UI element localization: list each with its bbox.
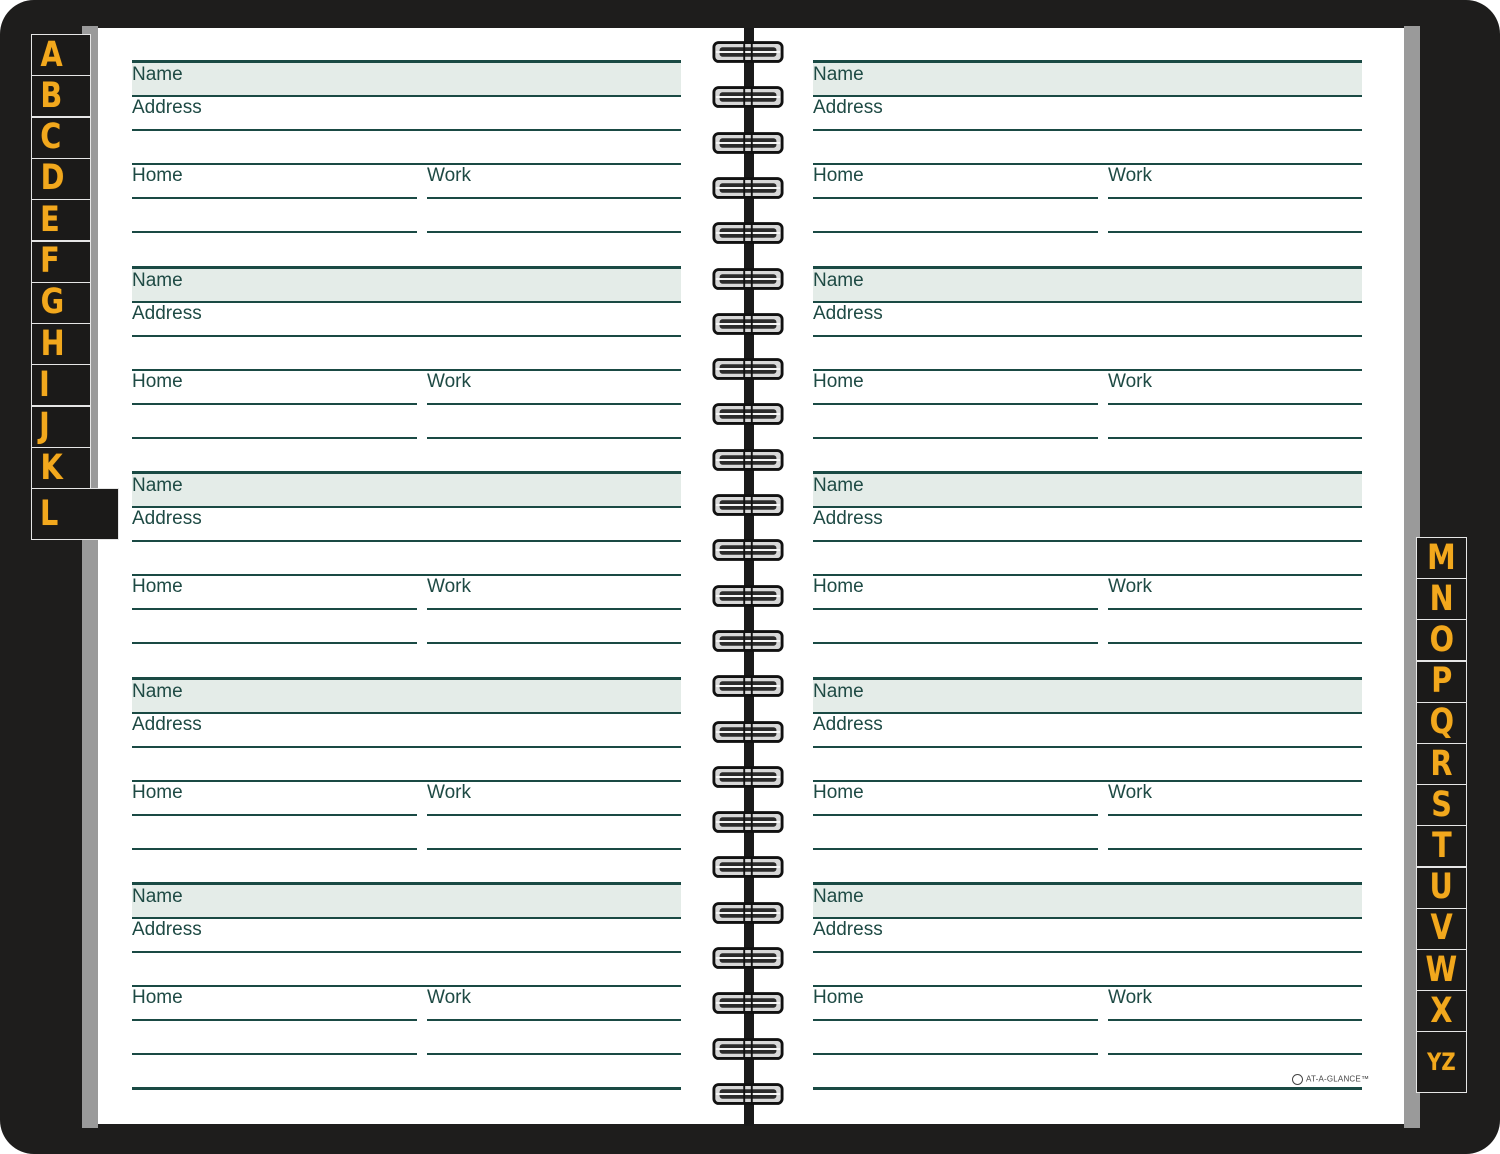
name-band xyxy=(132,473,681,508)
right-bottom-rule xyxy=(813,1087,1362,1090)
name-top-rule xyxy=(132,882,681,885)
home-phone-field[interactable] xyxy=(132,197,417,199)
address-label: Address xyxy=(132,302,202,324)
tab-w[interactable] xyxy=(1416,949,1467,991)
tab-label: V xyxy=(1430,908,1453,949)
tab-u[interactable] xyxy=(1416,867,1467,909)
name-top-rule xyxy=(132,677,681,680)
tab-label: M xyxy=(1427,537,1456,578)
name-field[interactable] xyxy=(132,506,681,508)
binding-ring xyxy=(712,674,784,698)
tab-o[interactable] xyxy=(1416,619,1467,661)
address-label: Address xyxy=(813,919,883,940)
work-phone-label: Work xyxy=(1108,987,1152,1008)
address-field-line-2[interactable] xyxy=(132,574,681,576)
tab-n[interactable] xyxy=(1416,578,1467,620)
address-field-line-1[interactable] xyxy=(132,129,681,131)
work-phone-label: Work xyxy=(427,370,471,392)
binding-ring xyxy=(712,855,784,879)
home-phone-label: Home xyxy=(132,576,183,597)
address-label: Address xyxy=(132,508,202,529)
name-label: Name xyxy=(132,269,183,291)
address-field-line-1[interactable] xyxy=(813,540,1362,542)
name-top-rule xyxy=(813,471,1362,474)
tab-q[interactable] xyxy=(1416,702,1467,744)
home-phone-field-2[interactable] xyxy=(813,642,1098,644)
home-phone-field[interactable] xyxy=(132,608,417,610)
tab-label: T xyxy=(1431,825,1452,866)
work-phone-label: Work xyxy=(1108,370,1152,392)
tab-label: C xyxy=(40,117,62,158)
name-field[interactable] xyxy=(132,95,681,97)
binding-ring xyxy=(712,901,784,925)
tab-label: W xyxy=(1425,949,1458,990)
tab-s[interactable] xyxy=(1416,784,1467,826)
name-label: Name xyxy=(132,475,183,496)
tab-b[interactable] xyxy=(31,75,91,117)
tab-label: X xyxy=(1430,990,1453,1031)
address-field-line-1[interactable] xyxy=(813,129,1362,131)
tab-yz[interactable] xyxy=(1416,1031,1467,1093)
home-phone-field-2[interactable] xyxy=(813,848,1098,850)
home-phone-field[interactable] xyxy=(813,403,1098,405)
tab-m[interactable] xyxy=(1416,537,1467,579)
work-phone-field-2[interactable] xyxy=(427,1053,681,1055)
name-label: Name xyxy=(813,680,864,702)
address-label: Address xyxy=(813,302,883,324)
home-phone-field[interactable] xyxy=(813,814,1098,816)
name-top-rule xyxy=(132,266,681,269)
name-label: Name xyxy=(132,64,183,85)
tab-label: F xyxy=(40,241,60,281)
tab-label: L xyxy=(40,493,59,534)
tab-t[interactable] xyxy=(1416,825,1467,867)
name-label: Name xyxy=(132,680,183,702)
work-phone-field[interactable] xyxy=(427,1019,681,1021)
address-field-line-2[interactable] xyxy=(813,985,1362,987)
tab-label: N xyxy=(1429,578,1454,619)
name-band xyxy=(132,62,681,97)
work-phone-field[interactable] xyxy=(427,197,681,199)
tab-label: E xyxy=(40,199,60,240)
name-top-rule xyxy=(132,60,681,63)
name-field[interactable] xyxy=(132,301,681,303)
address-field-line-1[interactable] xyxy=(813,335,1362,337)
address-field-line-1[interactable] xyxy=(132,335,681,337)
home-phone-label: Home xyxy=(813,576,864,597)
tab-h[interactable] xyxy=(31,323,91,365)
home-phone-label: Home xyxy=(813,165,864,186)
work-phone-field-2[interactable] xyxy=(427,642,681,644)
name-label: Name xyxy=(132,886,183,907)
work-phone-field-2[interactable] xyxy=(1108,642,1362,644)
work-phone-field-2[interactable] xyxy=(1108,848,1362,850)
work-phone-field[interactable] xyxy=(1108,197,1362,199)
home-phone-field-2[interactable] xyxy=(132,1053,417,1055)
binding-ring xyxy=(712,991,784,1015)
binding-ring xyxy=(712,720,784,744)
name-field[interactable] xyxy=(813,712,1362,714)
home-phone-field[interactable] xyxy=(132,1019,417,1021)
name-field[interactable] xyxy=(813,95,1362,97)
binding-ring xyxy=(712,538,784,562)
left-bottom-rule xyxy=(132,1087,681,1090)
tab-e[interactable] xyxy=(31,199,91,241)
tab-g[interactable] xyxy=(31,282,91,324)
work-phone-field-2[interactable] xyxy=(427,231,681,233)
tab-label: S xyxy=(1431,784,1452,825)
binding-ring xyxy=(712,312,784,336)
home-phone-field-2[interactable] xyxy=(813,1053,1098,1055)
work-phone-label: Work xyxy=(427,165,471,186)
work-phone-field-2[interactable] xyxy=(427,437,681,439)
name-field[interactable] xyxy=(813,301,1362,303)
binding-ring xyxy=(712,357,784,381)
tab-i[interactable] xyxy=(31,364,91,406)
tab-a[interactable] xyxy=(31,34,91,76)
brand-logo-icon xyxy=(1292,1074,1303,1085)
tab-label: D xyxy=(40,158,65,199)
work-phone-label: Work xyxy=(1108,576,1152,597)
tab-d[interactable] xyxy=(31,158,91,200)
work-phone-field[interactable] xyxy=(1108,608,1362,610)
name-band xyxy=(132,268,681,303)
binding-ring xyxy=(712,765,784,789)
name-label: Name xyxy=(813,475,864,496)
binding-ring xyxy=(712,584,784,608)
binding-ring xyxy=(712,267,784,291)
home-phone-field-2[interactable] xyxy=(132,231,417,233)
tab-label: G xyxy=(40,282,65,323)
home-phone-field[interactable] xyxy=(132,403,417,405)
name-band xyxy=(132,679,681,714)
work-phone-label: Work xyxy=(427,781,471,803)
binding-ring xyxy=(712,629,784,653)
name-top-rule xyxy=(813,60,1362,63)
work-phone-field[interactable] xyxy=(427,403,681,405)
home-phone-field[interactable] xyxy=(813,608,1098,610)
tab-r[interactable] xyxy=(1416,743,1467,785)
home-phone-field-2[interactable] xyxy=(132,848,417,850)
work-phone-field-2[interactable] xyxy=(427,848,681,850)
work-phone-field-2[interactable] xyxy=(1108,1053,1362,1055)
address-label: Address xyxy=(813,508,883,529)
home-phone-field-2[interactable] xyxy=(132,642,417,644)
home-phone-label: Home xyxy=(813,781,864,803)
home-phone-label: Home xyxy=(132,165,183,186)
home-phone-field-2[interactable] xyxy=(813,231,1098,233)
address-field-line-1[interactable] xyxy=(132,951,681,953)
name-top-rule xyxy=(813,677,1362,680)
name-top-rule xyxy=(813,882,1362,885)
tab-label: B xyxy=(40,75,63,116)
address-field-line-1[interactable] xyxy=(132,540,681,542)
tab-l[interactable] xyxy=(31,488,119,540)
binding-ring xyxy=(712,131,784,155)
name-band xyxy=(813,62,1362,97)
work-phone-field-2[interactable] xyxy=(1108,231,1362,233)
brand-logo-text: AT-A-GLANCE™ xyxy=(1306,1074,1370,1084)
tab-p[interactable] xyxy=(1416,661,1467,703)
tab-label: U xyxy=(1429,867,1454,908)
work-phone-label: Work xyxy=(427,987,471,1008)
address-field-line-2[interactable] xyxy=(132,163,681,165)
home-phone-field[interactable] xyxy=(813,197,1098,199)
address-field-line-2[interactable] xyxy=(813,780,1362,782)
work-phone-label: Work xyxy=(1108,781,1152,803)
tab-f[interactable] xyxy=(31,241,91,283)
brand-logo xyxy=(1292,1074,1369,1085)
binding-ring xyxy=(712,448,784,472)
work-phone-field[interactable] xyxy=(427,814,681,816)
tab-k[interactable] xyxy=(31,447,91,489)
tab-label: P xyxy=(1430,661,1453,702)
name-field[interactable] xyxy=(813,506,1362,508)
home-phone-field-2[interactable] xyxy=(132,437,417,439)
binding-ring xyxy=(712,493,784,517)
name-band xyxy=(813,679,1362,714)
name-label: Name xyxy=(813,269,864,291)
tab-label: I xyxy=(39,364,50,405)
binding-ring xyxy=(712,40,784,64)
name-label: Name xyxy=(813,64,864,85)
tab-label: A xyxy=(40,34,63,75)
work-phone-field-2[interactable] xyxy=(1108,437,1362,439)
work-phone-label: Work xyxy=(427,576,471,597)
binding-ring xyxy=(712,85,784,109)
address-field-line-2[interactable] xyxy=(132,369,681,371)
name-band xyxy=(813,268,1362,303)
tab-label: YZ xyxy=(1427,1048,1456,1077)
home-phone-field[interactable] xyxy=(813,1019,1098,1021)
binding-ring xyxy=(712,946,784,970)
address-field-line-1[interactable] xyxy=(813,951,1362,953)
address-label: Address xyxy=(813,713,883,735)
name-field[interactable] xyxy=(813,917,1362,919)
binding-ring xyxy=(712,1037,784,1061)
name-label: Name xyxy=(813,886,864,907)
binding-ring xyxy=(712,1082,784,1106)
binding-ring xyxy=(712,176,784,200)
home-phone-label: Home xyxy=(813,987,864,1008)
name-band xyxy=(813,473,1362,508)
work-phone-label: Work xyxy=(1108,165,1152,186)
tab-label: J xyxy=(39,406,50,447)
work-phone-field[interactable] xyxy=(1108,1019,1362,1021)
address-field-line-2[interactable] xyxy=(813,163,1362,165)
home-phone-field[interactable] xyxy=(132,814,417,816)
home-phone-label: Home xyxy=(132,987,183,1008)
tab-c[interactable] xyxy=(31,117,91,159)
name-band xyxy=(813,884,1362,919)
binding-ring xyxy=(712,402,784,426)
name-field[interactable] xyxy=(132,712,681,714)
left-page xyxy=(98,28,748,1124)
binding-ring xyxy=(712,221,784,245)
address-label: Address xyxy=(132,919,202,940)
address-field-line-1[interactable] xyxy=(813,746,1362,748)
address-field-line-2[interactable] xyxy=(132,780,681,782)
name-top-rule xyxy=(813,266,1362,269)
home-phone-label: Home xyxy=(813,370,864,392)
work-phone-field[interactable] xyxy=(1108,814,1362,816)
tab-label: K xyxy=(40,447,63,488)
address-field-line-1[interactable] xyxy=(132,746,681,748)
address-label: Address xyxy=(813,97,883,118)
address-field-line-2[interactable] xyxy=(813,574,1362,576)
work-phone-field[interactable] xyxy=(1108,403,1362,405)
binding-ring xyxy=(712,810,784,834)
tab-x[interactable] xyxy=(1416,990,1467,1032)
address-label: Address xyxy=(132,713,202,735)
home-phone-field-2[interactable] xyxy=(813,437,1098,439)
tab-j[interactable] xyxy=(31,406,91,448)
tab-v[interactable] xyxy=(1416,908,1467,950)
home-phone-label: Home xyxy=(132,781,183,803)
tab-label: R xyxy=(1430,743,1453,784)
address-field-line-2[interactable] xyxy=(132,985,681,987)
work-phone-field[interactable] xyxy=(427,608,681,610)
tab-label: H xyxy=(40,323,65,364)
address-label: Address xyxy=(132,97,202,118)
tab-label: O xyxy=(1429,619,1454,660)
address-field-line-2[interactable] xyxy=(813,369,1362,371)
name-field[interactable] xyxy=(132,917,681,919)
home-phone-label: Home xyxy=(132,370,183,392)
name-band xyxy=(132,884,681,919)
name-top-rule xyxy=(132,471,681,474)
tab-label: Q xyxy=(1429,702,1454,743)
